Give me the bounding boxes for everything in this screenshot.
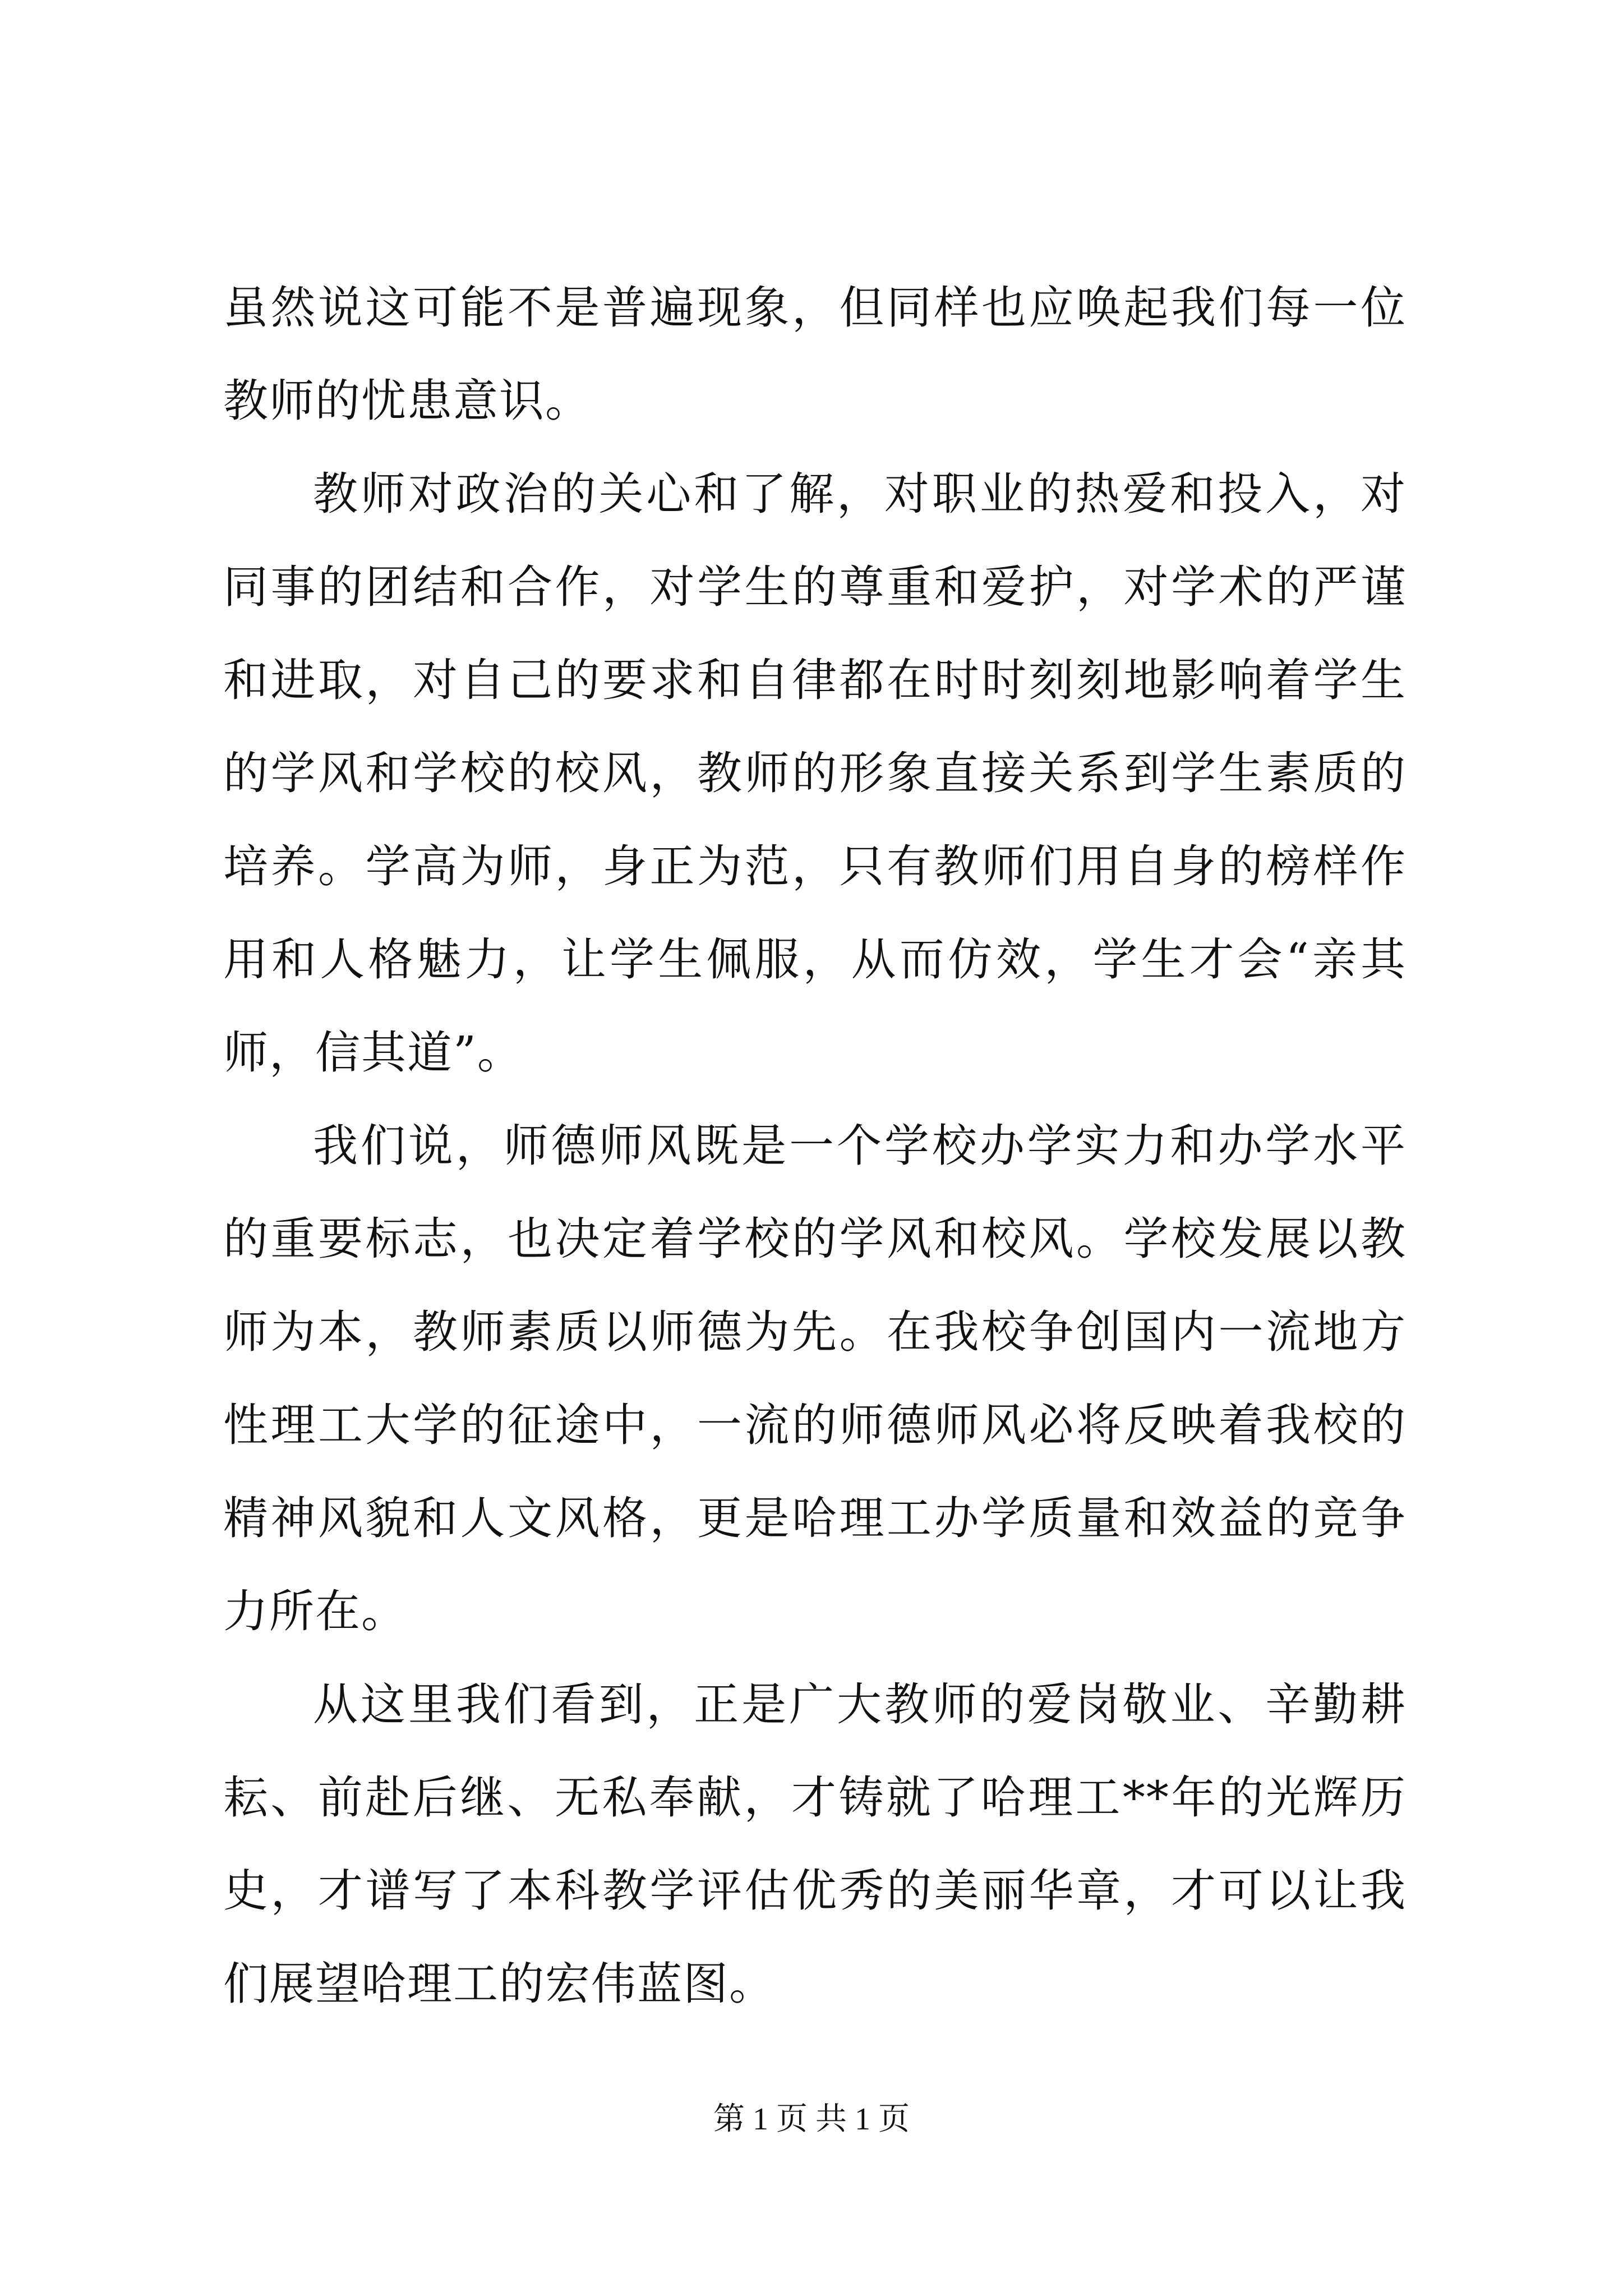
paragraph-continuation: 虽然说这可能不是普遍现象，但同样也应唤起我们每一位教师的忧患意识。 [223, 282, 1407, 427]
paragraph-teacher-influence: 教师对政治的关心和了解，对职业的热爱和投入，对同事的团结和合作，对学生的尊重和爱护，对学术的严谨和进取，对自己的要求和自律都在时时刻刻地影响着学生的学风和学校的校风，教师的形象直接关系到学生素质的培养。学高为师，身正为范，只有教师们用自身的榜样作用和人格魅力，让学生佩服，从而仿效，学生才会“亲其师，信其道”。 [223, 468, 1407, 1079]
paragraph-history: 从这里我们看到，正是广大教师的爱岗敬业、辛勤耕耘、前赴后继、无私奉献，才铸就了哈理工**年的光辉历史，才谱写了本科教学评估优秀的美丽华章，才可以让我们展望哈理工的宏伟蓝图。 [223, 1678, 1407, 2010]
document-body [223, 261, 1407, 2031]
page-number-footer: 第 1 页 共 1 页 [713, 2102, 910, 2137]
paragraph-teacher-ethics: 我们说，师德师风既是一个学校办学实力和办学水平的重要标志，也决定着学校的学风和校风。学校发展以教师为本，教师素质以师德为先。在我校争创国内一流地方性理工大学的征途中，一流的师德师风必将反映着我校的精神风貌和人文风格，更是哈理工办学质量和效益的竞争力所在。 [223, 1120, 1407, 1637]
